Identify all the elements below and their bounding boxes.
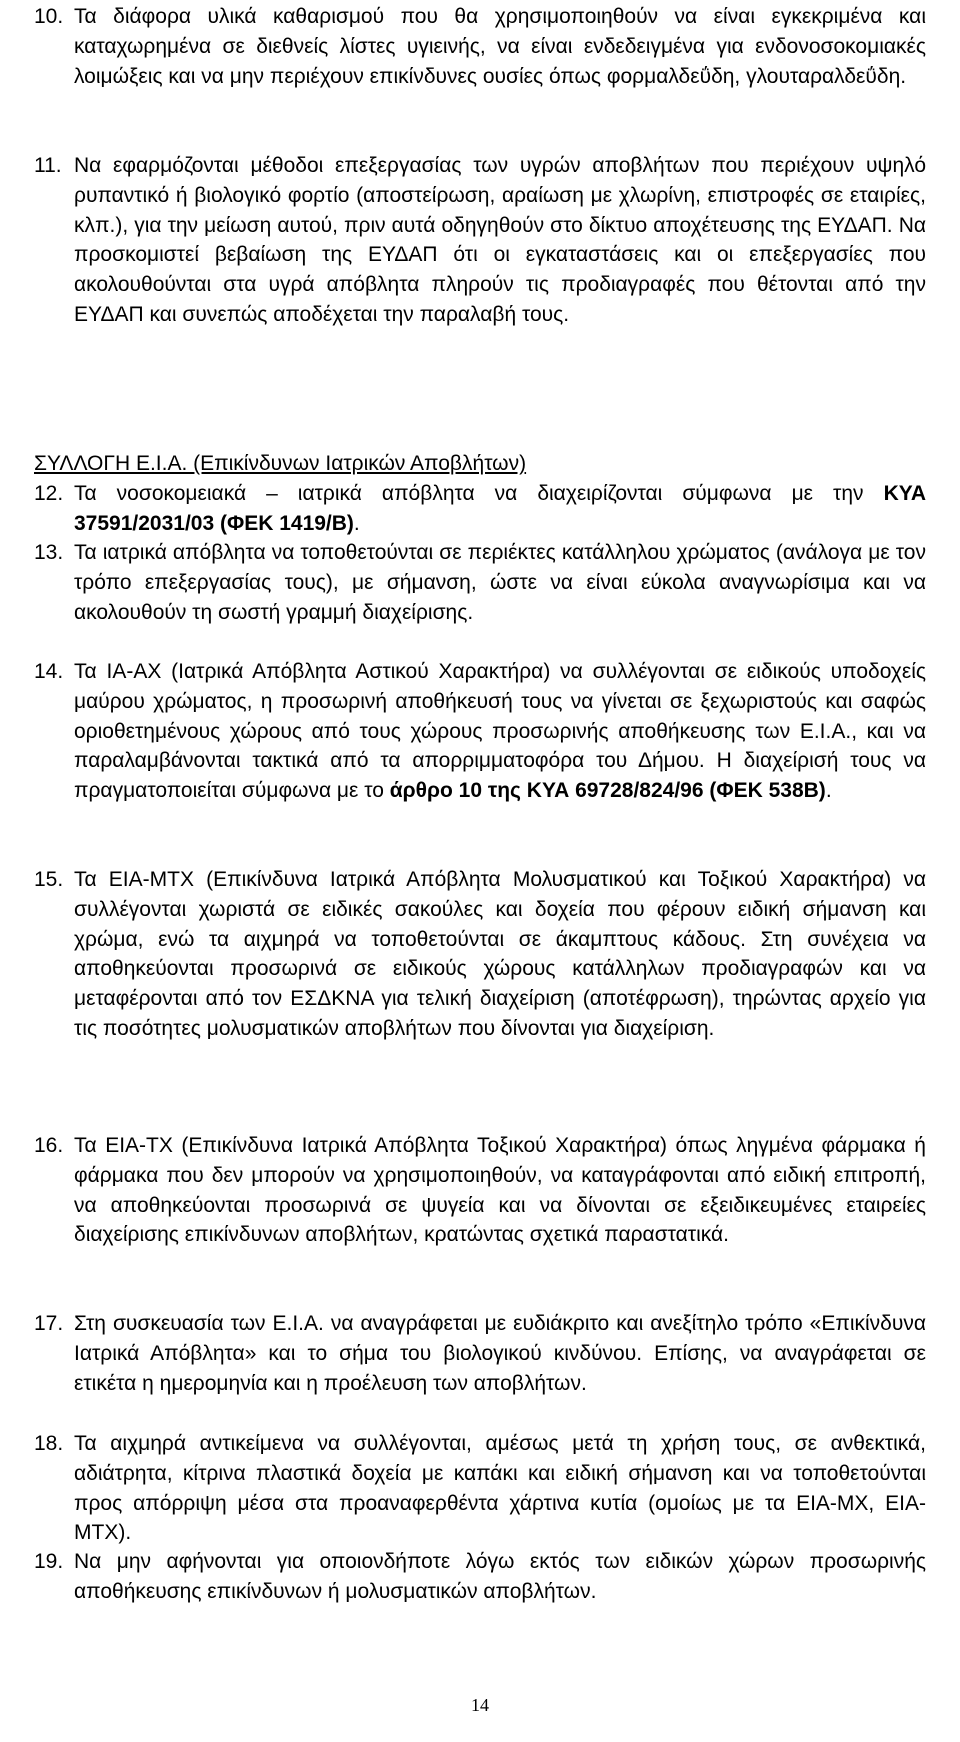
list-item-14 bbox=[34, 657, 926, 806]
item-number: 15. bbox=[34, 868, 64, 891]
list-item-16 bbox=[34, 1131, 926, 1250]
list-item-11 bbox=[34, 151, 926, 330]
item-number: 11. bbox=[34, 154, 62, 177]
list-item-19 bbox=[34, 1547, 926, 1607]
item-number: 12. bbox=[34, 482, 64, 505]
item-text: Στη συσκευασία των Ε.Ι.Α. να αναγράφεται με ευδιάκριτο και ανεξίτηλο τρόπο «Επικίνδυνα Ιατρικά Απόβλητα» και το σήμα του βιολογικού κινδύνου. Επίσης, να αναγράφεται σε ετικέτα η ημερομηνία και η προέλευση των αποβλήτων. bbox=[74, 1312, 926, 1395]
item-text: Τα αιχμηρά αντικείμενα να συλλέγονται, αμέσως μετά τη χρήση τους, σε ανθεκτικά, αδιάτρητα, κίτρινα πλαστικά δοχεία με καπάκι και ειδική σήμανση και να τοποθετούνται προς απόρριψη μέσα στα προαναφερθέντα χάρτινα κυτία (ομοίως με τα ΕΙΑ-ΜΧ, ΕΙΑ-ΜΤΧ). bbox=[74, 1432, 926, 1545]
list-item-18 bbox=[34, 1429, 926, 1548]
legal-reference: άρθρο 10 της ΚΥΑ 69728/824/96 (ΦΕΚ 538Β) bbox=[389, 779, 826, 803]
item-number: 13. bbox=[34, 541, 64, 564]
item-text: Να εφαρμόζονται μέθοδοι επεξεργασίας των υγρών αποβλήτων που περιέχουν υψηλό ρυπαντικό ή βιολογικό φορτίο (αποστείρωση, αραίωση με χλωρίνη, επιστροφές σε εταιρίες, κλπ.), για την μείωση αυτού, πριν αυτά οδηγηθούν στο δίκτυο αποχέτευσης της ΕΥΔΑΠ. Να προσκομιστεί βεβαίωση της ΕΥΔΑΠ ότι οι εγκαταστάσεις και οι επεξεργασίες που ακολουθούνται στα υγρά απόβλητα πληρούν τις προδιαγραφές που θέτονται από την ΕΥΔΑΠ και συνεπώς αποδέχεται την παραλαβή τους. bbox=[74, 154, 926, 326]
item-text: Τα ΕΙΑ-ΤΧ (Επικίνδυνα Ιατρικά Απόβλητα Τοξικού Χαρακτήρα) όπως ληγμένα φάρμακα ή φάρμακα που δεν μπορούν να χρησιμοποιηθούν, να καταγράφονται από ειδική επιτροπή, να αποθηκεύονται προσωρινά σε ψυγεία και να δίνονται σε εξειδικευμένες εταιρείες διαχείρισης επικίνδυνων αποβλήτων, κρατώντας σχετικά παραστατικά. bbox=[74, 1134, 926, 1247]
item-number: 19. bbox=[34, 1550, 64, 1573]
legal-reference: ΚΥΑ 37591/2031/03 (ΦΕΚ 1419/Β) bbox=[74, 482, 926, 535]
list-item-17 bbox=[34, 1309, 926, 1398]
item-number: 14. bbox=[34, 660, 64, 683]
list-item-13 bbox=[34, 538, 926, 627]
item-number: 18. bbox=[34, 1432, 64, 1455]
item-text: Να μην αφήνονται για οποιονδήποτε λόγω εκτός των ειδικών χώρων προσωρινής αποθήκευσης επικίνδυνων ή μολυσματικών αποβλήτων. bbox=[74, 1550, 926, 1603]
list-item-15 bbox=[34, 865, 926, 1044]
item-number: 10. bbox=[34, 5, 64, 28]
item-text: Τα νοσοκομειακά – ιατρικά απόβλητα να διαχειρίζονται σύμφωνα με την ΚΥΑ 37591/2031/03 (ΦΕΚ 1419/Β). bbox=[74, 482, 926, 535]
item-number: 17. bbox=[34, 1312, 64, 1335]
list-item-12 bbox=[34, 479, 926, 539]
page-number: 14 bbox=[471, 1695, 489, 1715]
list-item-10 bbox=[34, 2, 926, 91]
item-text: Τα διάφορα υλικά καθαρισμού που θα χρησιμοποιηθούν να είναι εγκεκριμένα και καταχωρημένα σε διεθνείς λίστες υγιεινής, να είναι ενδεδειγμένα για ενδονοσοκομιακές λοιμώξεις και να μην περιέχουν επικίνδυνες ουσίες όπως φορμαλδεΰδη, γλουταραλδεΰδη. bbox=[74, 5, 926, 88]
item-number: 16. bbox=[34, 1134, 64, 1157]
item-text: Τα ΙΑ-ΑΧ (Ιατρικά Απόβλητα Αστικού Χαρακτήρα) να συλλέγονται σε ειδικούς υποδοχείς μαύρου χρώματος, η προσωρινή αποθήκευσή τους να γίνεται σε ξεχωριστούς και σαφώς οριοθετημένους χώρους από τους χώρους προσωρινής αποθήκευσης των Ε.Ι.Α., και να παραλαμβάνονται τακτικά από τα απορριμματοφόρα του Δήμου. Η διαχείρισή τους να πραγματοποιείται σύμφωνα με το άρθρο 10 της ΚΥΑ 69728/824/96 (ΦΕΚ 538Β). bbox=[74, 660, 926, 803]
section-heading: ΣΥΛΛΟΓΗ Ε.Ι.Α. (Επικίνδυνων Ιατρικών Αποβλήτων) bbox=[34, 452, 527, 475]
item-text: Τα ΕΙΑ-ΜΤΧ (Επικίνδυνα Ιατρικά Απόβλητα Μολυσματικού και Τοξικού Χαρακτήρα) να συλλέγονται χωριστά σε ειδικές σακούλες και δοχεία που φέρουν ειδική σήμανση και χρώμα, ενώ τα αιχμηρά να τοποθετούνται σε άκαμπτους κάδους. Στη συνέχεια να αποθηκεύονται προσωρινά σε ειδικούς χώρους κατάλληλων προδιαγραφών και να μεταφέρονται από τον ΕΣΔΚΝΑ για τελική διαχείριση (αποτέφρωση), τηρώντας αρχείο για τις ποσότητες μολυσματικών αποβλήτων που δίνονται για διαχείριση. bbox=[74, 868, 926, 1040]
item-text: Τα ιατρικά απόβλητα να τοποθετούνται σε περιέκτες κατάλληλου χρώματος (ανάλογα με τον τρόπο επεξεργασίας τους), με σήμανση, ώστε να είναι εύκολα αναγνωρίσιμα και να ακολουθούν τη σωστή γραμμή διαχείρισης. bbox=[74, 541, 926, 624]
